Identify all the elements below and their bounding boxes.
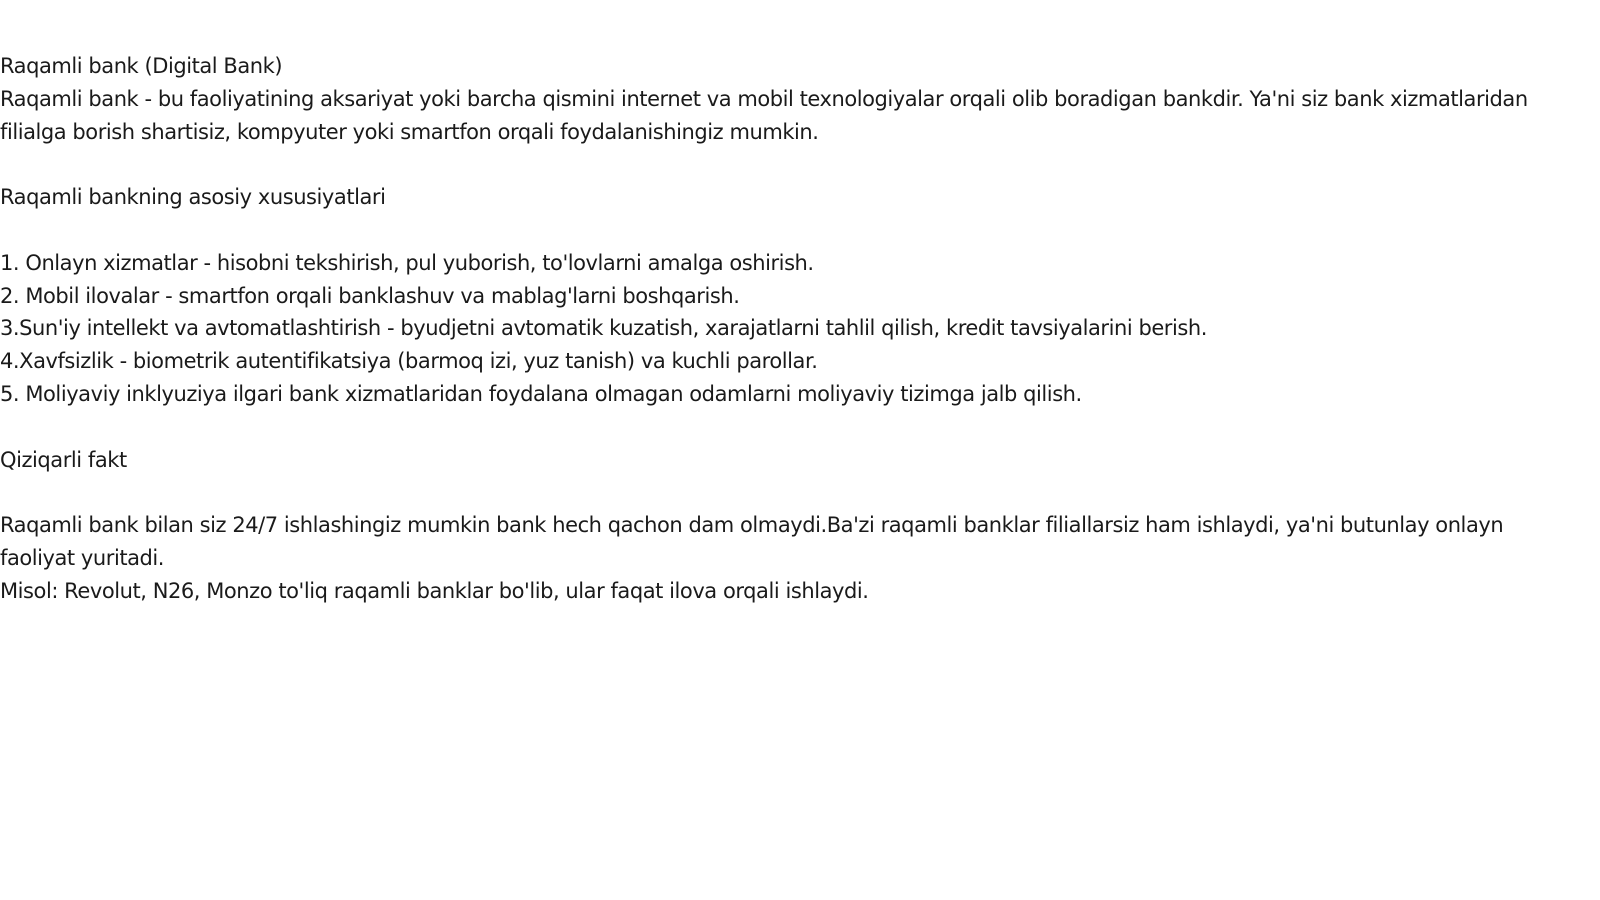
document-title: Raqamli bank (Digital Bank) [0, 54, 283, 78]
feature-item: 5. Moliyaviy inklyuziya ilgari bank xizmatlaridan foydalana olmagan odamlarni moliyaviy tizimga jalb qilish. [0, 381, 1082, 406]
spacer [0, 476, 1580, 509]
feature-item: 3.Sun'iy intellekt va avtomatlashtirish - byudjetni avtomatik kuzatish, xarajatlarni tahlil qilish, kredit tavsiyalarini berish. [0, 316, 1207, 341]
fact-paragraph: Raqamli bank bilan siz 24/7 ishlashingiz mumkin bank hech qachon dam olmaydi.Ba'zi raqamli banklar filiallarsiz ham ishlaydi, ya'ni butunlay onlayn faoliyat yuritadi. [0, 513, 1510, 570]
fact-heading: Qiziqarli fakt [0, 447, 127, 472]
document-body [0, 50, 1580, 608]
spacer [0, 214, 1580, 247]
feature-item: 2. Mobil ilovalar - smartfon orqali banklashuv va mablag'larni boshqarish. [0, 283, 740, 308]
spacer [0, 148, 1580, 181]
intro-paragraph: Raqamli bank - bu faoliyatining aksariyat yoki barcha qismini internet va mobil texnologiyalar orqali olib boradigan bankdir. Ya'ni siz bank xizmatlaridan filialga borish shartisiz, kompyuter yoki smartfon orqali foydalanishingiz mumkin. [0, 86, 1534, 144]
feature-item: 4.Xavfsizlik - biometrik autentifikatsiya (barmoq izi, yuz tanish) va kuchli parollar. [0, 349, 818, 374]
feature-item: 1. Onlayn xizmatlar - hisobni tekshirish, pul yuborish, to'lovlarni amalga oshirish. [0, 250, 814, 275]
example-paragraph: Misol: Revolut, N26, Monzo to'liq raqamli banklar bo'lib, ular faqat ilova orqali ishlaydi. [0, 578, 869, 603]
spacer [0, 411, 1580, 444]
features-heading: Raqamli bankning asosiy xususiyatlari [0, 185, 386, 210]
